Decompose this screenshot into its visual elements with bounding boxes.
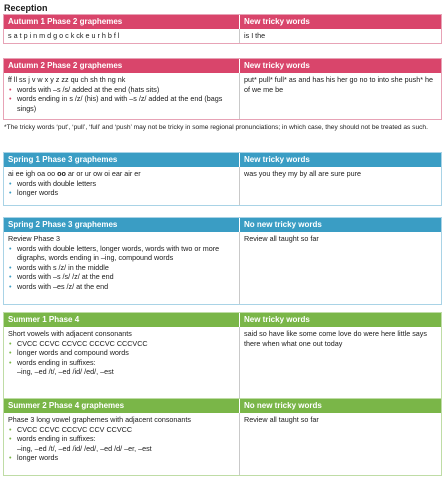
spring1-body (4, 167, 441, 205)
spring2-left-content (4, 232, 240, 304)
summer2-intro: Phase 3 long vowel graphemes with adjacent consonants (8, 415, 191, 424)
spring2-review-text: Review all taught so far (244, 234, 319, 243)
regional-pronunciation-note: *The tricky words ‘put’, ‘pull’, ‘full’ and ‘push’ may not be tricky in some regional pronunciations; in which case, they should not be treated as such. (4, 124, 428, 131)
list-item: • words with –s /s/ added at the end (hats sits) (8, 85, 236, 95)
spring1-section (3, 152, 442, 206)
autumn1-left-header: Autumn 1 Phase 2 graphemes (4, 15, 240, 29)
summer2-left-content (4, 413, 240, 475)
list-item: • longer words and compound words (8, 348, 236, 358)
list-item: • words ending in s /z/ (his) and with –s /z/ added at the end (bags sings) (8, 94, 236, 113)
spring1-header (4, 153, 441, 167)
summer2-bullet-list-end (8, 453, 236, 463)
spring2-left-header: Spring 2 Phase 3 graphemes (4, 218, 240, 232)
page-title: Reception (4, 3, 48, 13)
list-item: • CVCC CCVC CCCVC CCV CCVCC (8, 425, 236, 435)
autumn2-left-header: Autumn 2 Phase 2 graphemes (4, 59, 240, 73)
autumn2-right-header: New tricky words (244, 61, 310, 70)
summer2-right-header: No new tricky words (244, 401, 322, 410)
spring2-intro: Review Phase 3 (8, 234, 60, 243)
list-item: • longer words (8, 188, 236, 198)
spring2-right-header: No new tricky words (244, 220, 322, 229)
autumn1-graphemes: s a t p i n m d g o c k ck e u r h b f l (4, 29, 240, 43)
summer2-section (3, 398, 442, 476)
autumn1-section (3, 14, 442, 44)
list-item: • CVCC CCVC CCVCC CCCVC CCCVCC (8, 339, 236, 349)
spring1-graphemes-bold: oo (57, 169, 66, 178)
list-item: • longer words (8, 453, 236, 463)
summer1-intro: Short vowels with adjacent consonants (8, 329, 132, 338)
list-item: • words with double letters (8, 179, 236, 189)
list-item: • words ending in suffixes: (8, 434, 236, 444)
autumn2-left-content (4, 73, 240, 119)
spring1-graphemes (8, 169, 236, 179)
summer1-header (4, 313, 441, 327)
autumn1-right-header: New tricky words (244, 17, 310, 26)
spring1-left-header: Spring 1 Phase 3 graphemes (4, 153, 240, 167)
autumn2-body (4, 73, 441, 119)
spring1-tricky-words: was you they my by all are sure pure (244, 169, 362, 178)
summer1-body (4, 327, 441, 399)
autumn2-tricky-words: put* pull* full* as and has his her go no to into she push* he of we me be (244, 75, 434, 94)
autumn1-tricky-words: is I the (244, 31, 266, 40)
summer1-suffixes: –ing, –ed /t/, –ed /id/ /ed/, –est (17, 367, 114, 376)
spring1-graphemes-end: ar or ur ow oi ear air er (65, 169, 141, 178)
summer1-left-content (4, 327, 240, 399)
autumn2-bullet-list (8, 85, 236, 114)
summer2-bullet-list (8, 425, 236, 444)
autumn2-graphemes: ff ll ss j v w x y z zz qu ch sh th ng nk (8, 75, 126, 84)
list-item: • words with –s /s/ /z/ at the end (8, 272, 236, 282)
summer2-suffixes: –ing, –ed /t/, –ed /id/ /ed/, –ed /d/ –er, –est (17, 443, 152, 453)
summer1-bullet-list (8, 339, 236, 368)
spring1-bullet-list (8, 179, 236, 198)
spring2-bullet-list (8, 244, 236, 292)
summer2-body (4, 413, 441, 475)
list-item: • words with double letters, longer words, words with two or more digraphs, words ending in –ing, compound words (8, 244, 236, 263)
autumn1-header (4, 15, 441, 29)
summer1-right-header: New tricky words (244, 315, 310, 324)
summer2-review-text: Review all taught so far (244, 415, 319, 424)
summer1-section (3, 312, 442, 400)
list-item: • words with s /z/ in the middle (8, 263, 236, 273)
summer2-header (4, 399, 441, 413)
spring1-left-content (4, 167, 240, 205)
spring1-graphemes-start: ai ee igh oa oo (8, 169, 58, 178)
list-item: • words with –es /z/ at the end (8, 282, 236, 292)
spring2-body (4, 232, 441, 304)
autumn2-header (4, 59, 441, 73)
spring1-right-header: New tricky words (244, 155, 310, 164)
spring2-header (4, 218, 441, 232)
autumn2-section (3, 58, 442, 120)
summer1-tricky-words: said so have like some come love do were here little says there when what one out today (244, 329, 427, 348)
autumn1-body (4, 29, 441, 43)
list-item: • words ending in suffixes: (8, 358, 236, 368)
spring2-section (3, 217, 442, 305)
summer1-left-header: Summer 1 Phase 4 (4, 313, 240, 327)
summer2-left-header: Summer 2 Phase 4 graphemes (4, 399, 240, 413)
